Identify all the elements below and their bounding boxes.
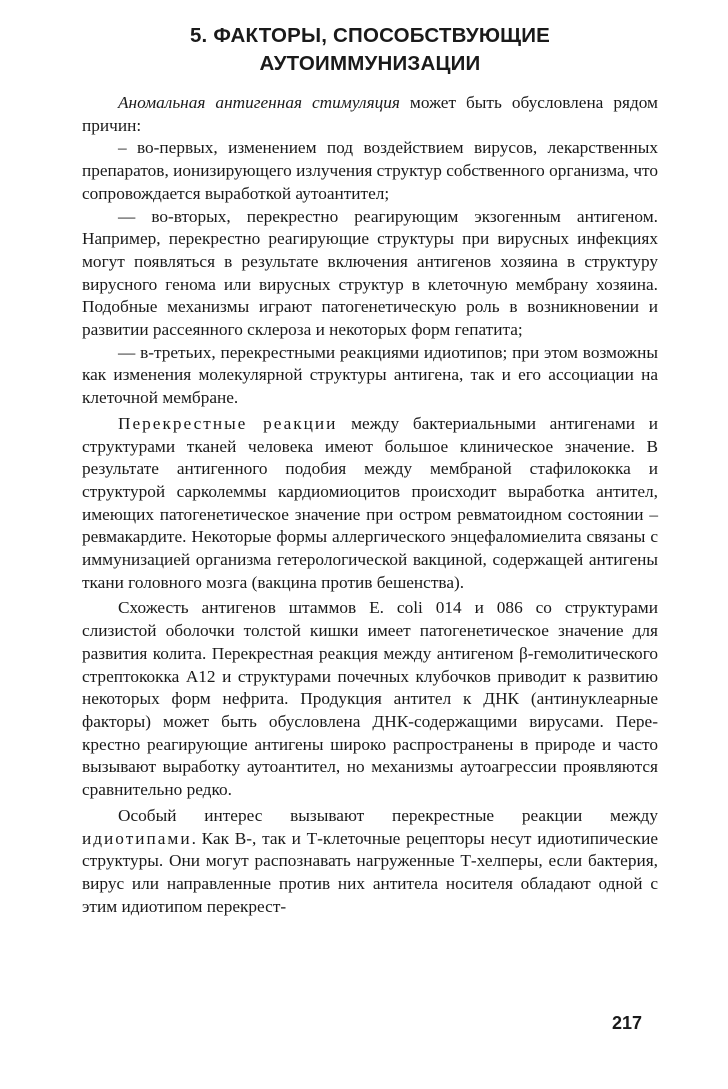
book-page [82, 22, 658, 918]
paragraph-first-cause: – во-первых, изменением под воздействием вирусов, лекарственных препаратов, ионизирующего излучения структур собственного организма, что сопровождается выработкой аутоантител; [82, 138, 658, 203]
paragraph-idiotypes-text-a: Особый интерес вызывают перекрестные реакции между [118, 805, 658, 825]
paragraph-idiotypes-text-b: . Как В-, так и Т-клеточные рецепторы несут идиотипические структуры. Они могут распознавать нагруженные Т-хелперы, если бактерия, вирус или направленные против них антитела носителя обладают одной с этим идиотипом перекрест- [82, 828, 658, 916]
paragraph-intro [82, 92, 658, 137]
section-heading [82, 22, 658, 78]
section-heading-line-1: 5. ФАКТОРЫ, СПОСОБСТВУЮЩИЕ [189, 24, 551, 47]
spaced-term-idiotypes: идиотипами [82, 828, 192, 848]
paragraph-third-cause: — в-третьих, перекрестными реакциями идиотипов; при этом возможны как изменения молекулярной структуры антигена, так и его ассоциации на клеточной мембране. [82, 342, 658, 408]
paragraph-second-cause: — во-вторых, перекрестно реагирующим экзогенным антигеном. Например, перекрестно реагирующие структуры при вирусных инфекциях могут появляться в результате включения антигенов хозяина в структуру вирусного генома или вирусных структур в клеточную мембрану хозяина. Подобные механизмы играют патогенетическую роль в возникновении и развитии рассеянного склероза и некоторых форм гепатита; [82, 206, 658, 340]
paragraph-intro-text: может быть обусловлена рядом причин: [82, 93, 658, 135]
paragraph-idiotypes [82, 805, 658, 919]
spaced-term: Перекрестные реакции [118, 413, 338, 433]
paragraph-cross-reactions [82, 413, 658, 595]
paragraph-antigen-similarity: Схожесть антигенов штаммов E. coli 014 и 086 со структурами слизистой оболочки толстой кишки имеет патогенетическое значение для развития колита. Перекрестная реакция между антигеном β-гемолитического стрептококка А12 и структурами почечных клубочков приводит к развитию некоторых форм нефрита. Продукция антител к ДНК (антинуклеарные факторы) может быть обусловлена ДНК-содержащими вирусами. Перекрестно реагирующие антигены широко распространены в природе и часто вызывают выработку аутоантител, но механизмы аутоагрессии проявляются сравнительно редко. [82, 598, 658, 800]
section-heading-line-2: АУТОИММУНИЗАЦИИ [259, 52, 481, 75]
italic-term: Аномальная антигенная стимуляция [118, 93, 400, 112]
page-number: 217 [611, 1013, 642, 1033]
body-text [82, 92, 658, 918]
paragraph-cross-reactions-text: между бактериальными антигенами и структурами тканей человека имеют большое клиническое значение. В результате антигенного подобия между мембраной стафилококка и структурой сарколеммы кардиомиоцитов происходит выработка антител, имеющих патогенетическое значение при остром ревматоидном состоянии – ревмакардите. Некоторые формы аллергического энцефаломиелита связаны с иммунизацией организма гетерологической вакциной, содержащей антигены ткани головного мозга (вакцина против бешенства). [82, 413, 658, 592]
